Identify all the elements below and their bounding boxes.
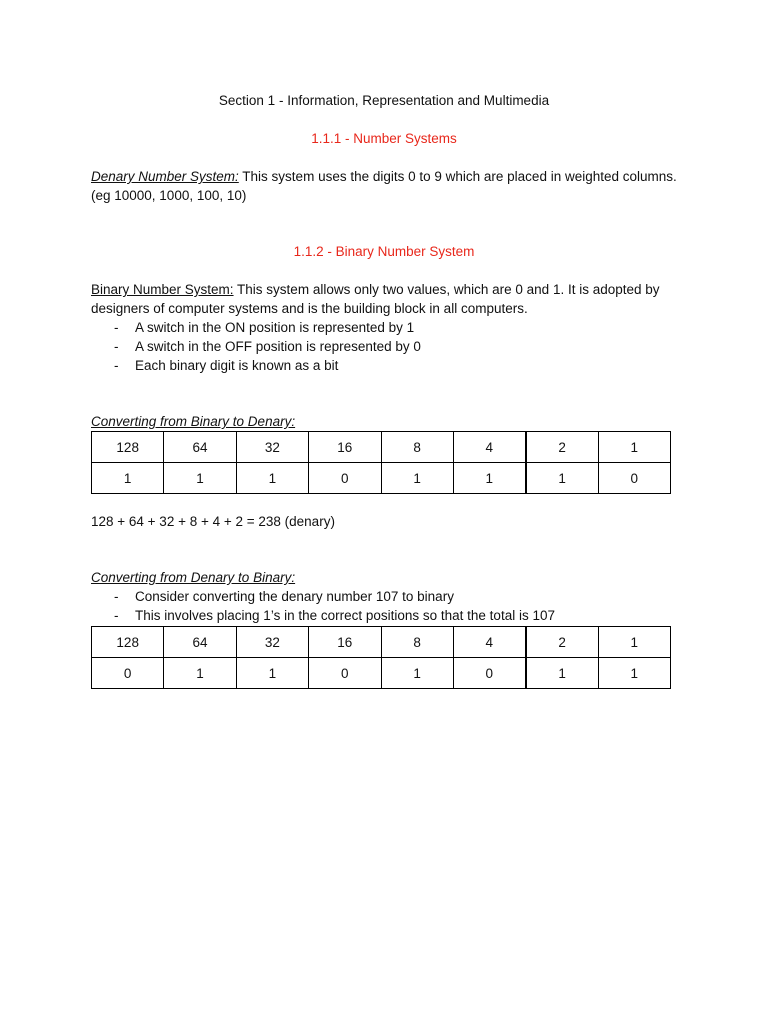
bit-cell: 1 — [526, 658, 598, 689]
place-value-cell: 128 — [92, 627, 164, 658]
table-row — [92, 627, 671, 658]
place-value-cell: 8 — [381, 627, 453, 658]
bit-cell: 1 — [236, 463, 308, 494]
table-row — [92, 432, 671, 463]
bit-cell: 1 — [164, 658, 236, 689]
place-value-cell: 2 — [526, 627, 598, 658]
binary-to-denary-table — [91, 431, 671, 494]
dash-marker: - — [114, 320, 119, 335]
dash-marker: - — [114, 589, 119, 604]
bit-cell: 0 — [92, 658, 164, 689]
list-item — [91, 356, 683, 375]
place-value-cell: 64 — [164, 627, 236, 658]
place-value-cell: 32 — [236, 627, 308, 658]
place-value-cell: 2 — [526, 432, 598, 463]
bullet-text: Each binary digit is known as a bit — [135, 358, 339, 373]
denary-to-binary-table — [91, 626, 671, 689]
dash-marker: - — [114, 608, 119, 623]
bit-cell: 1 — [381, 463, 453, 494]
binary-to-denary-heading-text: Converting from Binary to Denary: — [91, 414, 296, 429]
place-value-cell: 4 — [453, 432, 525, 463]
bit-cell: 1 — [453, 463, 525, 494]
binary-to-denary-result: 128 + 64 + 32 + 8 + 4 + 2 = 238 (denary) — [91, 514, 335, 529]
bit-cell: 0 — [598, 463, 670, 494]
bullet-text: A switch in the OFF position is represented by 0 — [135, 339, 421, 354]
table-row — [92, 463, 671, 494]
dash-marker: - — [114, 358, 119, 373]
place-value-cell: 16 — [309, 627, 381, 658]
binary-paragraph — [91, 280, 683, 318]
place-value-cell: 4 — [453, 627, 525, 658]
place-value-cell: 128 — [92, 432, 164, 463]
denary-to-binary-heading — [91, 568, 295, 587]
denary-paragraph — [91, 167, 683, 205]
list-item — [91, 587, 683, 606]
dash-marker: - — [114, 339, 119, 354]
bit-cell: 1 — [598, 658, 670, 689]
bullet-text: This involves placing 1’s in the correct positions so that the total is 107 — [135, 608, 555, 623]
bit-cell: 0 — [309, 658, 381, 689]
bit-cell: 0 — [453, 658, 525, 689]
list-item — [91, 606, 683, 625]
bit-cell: 1 — [526, 463, 598, 494]
bit-cell: 1 — [381, 658, 453, 689]
binary-text: This system allows only two values, which are 0 and 1. It is adopted by designers of computer systems and is the building block in all computers. — [91, 282, 660, 316]
number-systems-heading: 1.1.1 - Number Systems — [311, 131, 457, 146]
denary-text: This system uses the digits 0 to 9 which are placed in weighted columns. (eg 10000, 1000, 100, 10) — [91, 169, 677, 203]
place-value-cell: 32 — [236, 432, 308, 463]
bit-cell: 0 — [309, 463, 381, 494]
bullet-text: Consider converting the denary number 107 to binary — [135, 589, 454, 604]
place-value-cell: 1 — [598, 432, 670, 463]
place-value-cell: 16 — [309, 432, 381, 463]
bit-cell: 1 — [236, 658, 308, 689]
place-value-cell: 64 — [164, 432, 236, 463]
binary-term: Binary Number System: — [91, 282, 234, 297]
list-item — [91, 337, 683, 356]
denary-to-binary-heading-text: Converting from Denary to Binary: — [91, 570, 296, 585]
list-item — [91, 318, 683, 337]
bit-cell: 1 — [92, 463, 164, 494]
place-value-cell: 1 — [598, 627, 670, 658]
binary-system-heading: 1.1.2 - Binary Number System — [293, 244, 475, 259]
place-value-cell: 8 — [381, 432, 453, 463]
bit-cell: 1 — [164, 463, 236, 494]
bullet-text: A switch in the ON position is represented by 1 — [135, 320, 415, 335]
section-title: Section 1 - Information, Representation and Multimedia — [218, 93, 550, 108]
denary-bullet-list — [91, 587, 683, 625]
binary-bullet-list — [91, 318, 683, 375]
table-row — [92, 658, 671, 689]
binary-to-denary-heading — [91, 412, 295, 431]
denary-term: Denary Number System: — [91, 169, 239, 184]
